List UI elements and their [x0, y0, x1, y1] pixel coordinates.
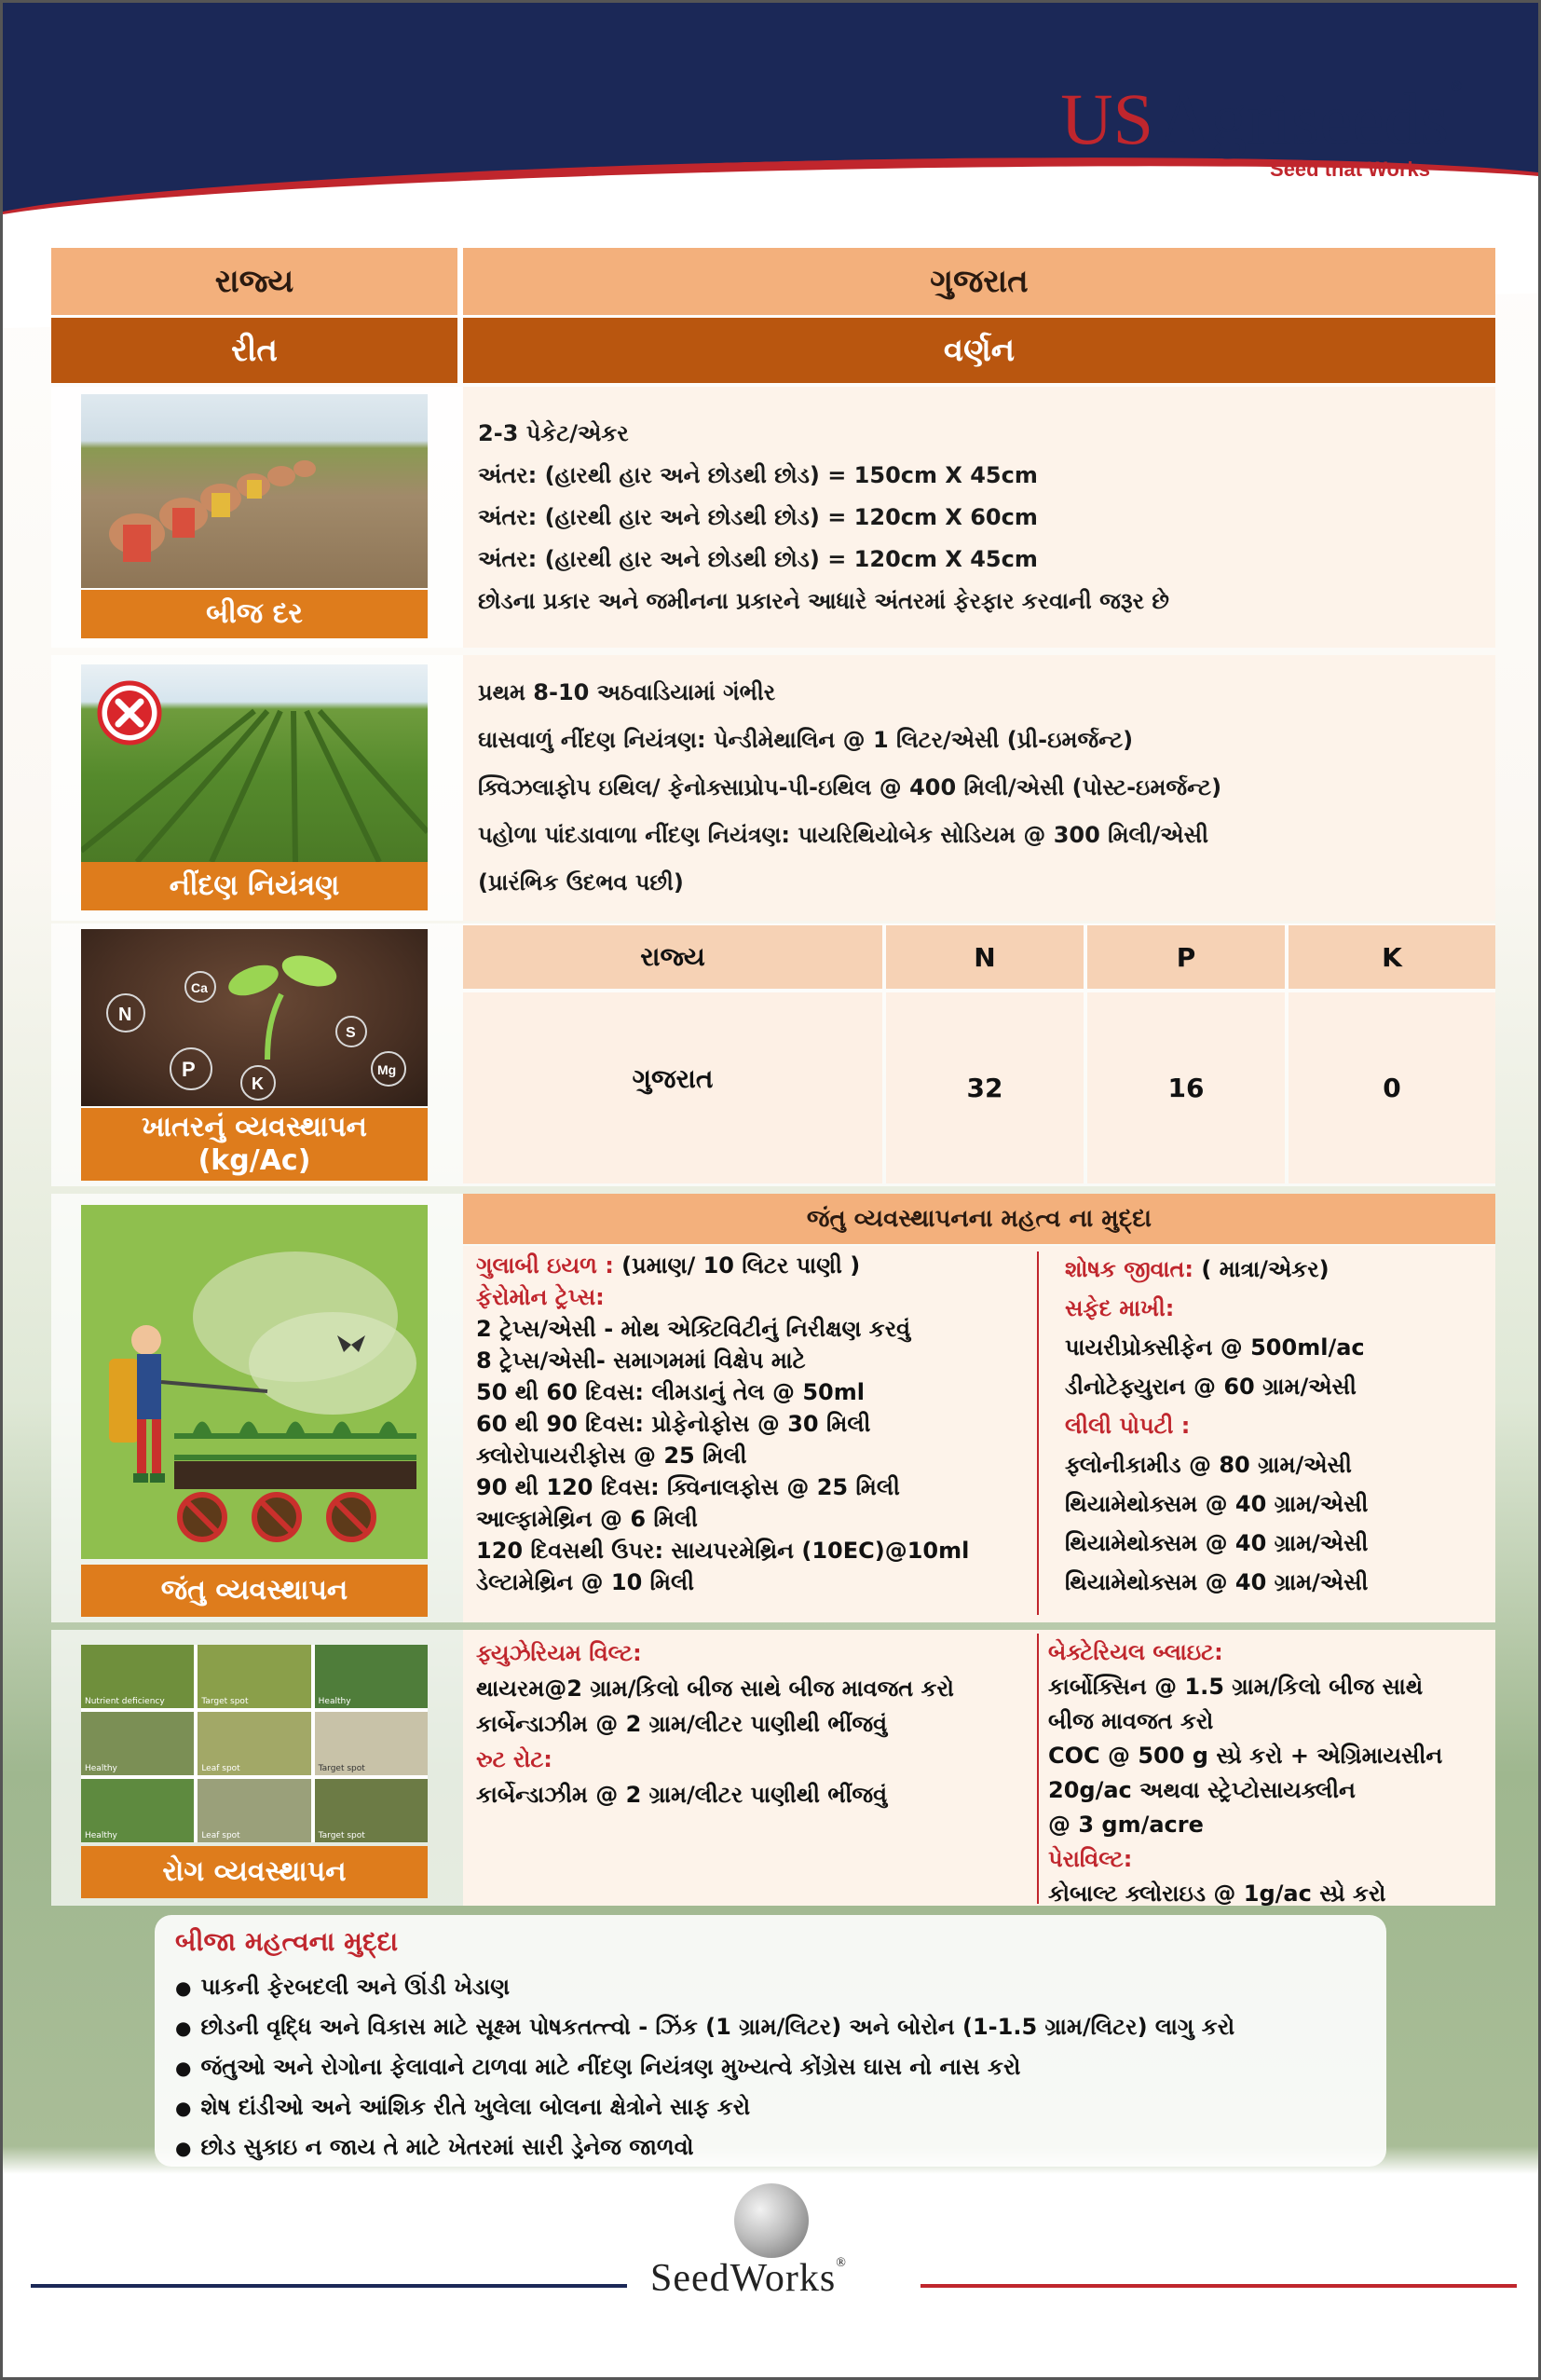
pheromone-traps-heading: ફેરોમોન ટ્રેપ્સ: — [476, 1284, 605, 1310]
disease-right-line: કાર્બોક્સિન @ 1.5 ગ્રામ/કિલો બીજ સાથે — [1048, 1674, 1424, 1700]
weed-control-line: ક્વિઝલાફોપ ઇથિલ/ ફેનોક્સાપ્રોપ-પી-ઇથિલ @ 400 મિલી/એસી (પોસ્ટ-ઇમર્જન્ટ) — [478, 774, 1222, 800]
parawilt-heading: પેરાવિલ્ટ: — [1048, 1846, 1133, 1872]
seed-rate-line: અંતર: (હારથી હાર અને છોડથી છોડ) = 150cm X 45cm — [478, 462, 1038, 488]
npk-header-k: K — [1289, 925, 1495, 989]
disease-label: રોગ વ્યવસ્થાપન — [81, 1846, 428, 1898]
pest-right-line: પાયરીપ્રોક્સીફેન @ 500ml/ac — [1065, 1334, 1365, 1361]
nutrient-mg-letter: Mg — [377, 1062, 397, 1077]
list-item: ● શેષ દાંડીઓ અને આંશિક રીતે ખુલેલા બોલના ક્ષેત્રોને સાફ કરો — [175, 2087, 1234, 2127]
seed-rate-line: અંતર: (હારથી હાર અને છોડથી છોડ) = 120cm X 45cm — [478, 546, 1038, 572]
npk-value-n: 32 — [886, 992, 1084, 1183]
pest-right-line: થિયામેથોક્સમ @ 40 ગ્રામ/એસી — [1065, 1569, 1369, 1595]
pest-photo — [81, 1205, 428, 1559]
pest-right-line: થિયામેથોક્સમ @ 40 ગ્રામ/એસી — [1065, 1530, 1369, 1556]
root-rot-heading: રુટ રોટ: — [476, 1746, 552, 1772]
seedworks-wordmark — [650, 2256, 847, 2301]
bacterial-blight-heading: બેક્ટેરિયલ બ્લાઇટ: — [1048, 1639, 1223, 1665]
disease-right-column — [1048, 1635, 1442, 1911]
seedworks-logo-icon — [734, 2183, 809, 2258]
seed-rate-description — [478, 413, 1169, 622]
pest-left-heading: ગુલાબી ઇયળ : — [476, 1252, 614, 1279]
farmers-sowing-illustration — [81, 394, 428, 588]
nutrient-n-letter: N — [118, 1005, 132, 1025]
pest-left-line: 8 ટ્રેપ્સ/એસી- સમાગમમાં વિક્ષેપ માટે — [476, 1347, 806, 1374]
pest-left-line: 90 થી 120 દિવસ: ક્વિનાલફોસ @ 25 મિલી — [476, 1474, 900, 1500]
leaf-tile: Healthy — [81, 1779, 194, 1842]
npk-value-state: ગુજરાત — [463, 992, 882, 1183]
npk-value-k: 0 — [1289, 992, 1495, 1183]
pest-right-heading-rest: ( માત્રા/એકર) — [1193, 1256, 1330, 1282]
pest-left-line: ડેલ્ટામેથ્રિન @ 10 મિલી — [476, 1569, 695, 1595]
jassid-heading: લીલી પોપટી : — [1065, 1413, 1191, 1439]
seed-rate-label: બીજ દર — [81, 590, 428, 638]
pest-label: જંતુ વ્યવસ્થાપન — [81, 1565, 428, 1617]
seed-rate-line: 2-3 પેકેટ/એકર — [478, 420, 629, 446]
seed-rate-line: અંતર: (હારથી હાર અને છોડથી છોડ) = 120cm X 60cm — [478, 504, 1038, 530]
list-item: ● છોડની વૃદ્ધિ અને વિકાસ માટે સૂક્ષ્મ પોષકતત્ત્વો - ઝિંક (1 ગ્રામ/લિટર) અને બોરોન (1-1.5 ગ્રામ/લિટર) લાગુ કરો — [175, 2007, 1234, 2047]
nutrient-k-letter: K — [252, 1074, 264, 1093]
disease-photo — [81, 1645, 428, 1842]
disease-right-line: કોબાલ્ટ ક્લોરાઇડ @ 1g/ac સ્પ્રે કરો — [1048, 1881, 1386, 1907]
weed-control-line: ઘાસવાળું નીંદણ નિયંત્રણ: પેન્ડીમેથાલિન @ 1 લિટર/એસી (પ્રી-ઇમર્જન્ટ) — [478, 727, 1134, 753]
footer-line-right — [921, 2284, 1517, 2288]
weed-control-line: પ્રથમ 8-10 અઠવાડિયામાં ગંભીર — [478, 679, 776, 705]
leaf-tile: Target spot — [315, 1712, 428, 1775]
pest-right-heading: શોષક જીવાત: — [1065, 1256, 1194, 1282]
disease-right-line: COC @ 500 g સ્પ્રે કરો + એગ્રિમાયસીન — [1048, 1743, 1443, 1769]
weed-control-photo — [81, 664, 428, 862]
pest-left-heading-rest: (પ્રમાણ/ 10 લિટર પાણી ) — [613, 1252, 861, 1279]
pest-left-line: 120 દિવસથી ઉપર: સાયપરમેથ્રિન (10EC)@10ml — [476, 1538, 970, 1564]
fertilizer-label-line2: (kg/Ac) — [198, 1144, 311, 1177]
leaf-tile: Leaf spot — [198, 1712, 310, 1775]
list-item: ● જંતુઓ અને રોગોના ફેલાવાને ટાળવા માટે નીંદણ નિયંત્રણ મુખ્યત્વે કોંગ્રેસ ઘાસ નો નાસ કરો — [175, 2047, 1234, 2087]
seed-rate-photo — [81, 394, 428, 588]
brand-us: US — [1060, 78, 1153, 159]
other-points-title: બીજા મહત્વના મુદ્દા — [175, 1926, 399, 1957]
pest-left-line: 50 થી 60 દિવસ: લીમડાનું તેલ @ 50ml — [476, 1379, 865, 1405]
cotton-field-illustration — [81, 664, 428, 862]
pest-right-line: ડીનોટેફ્યુરાન @ 60 ગ્રામ/એસી — [1065, 1374, 1357, 1400]
weed-control-label: નીંદણ નિયંત્રણ — [81, 862, 428, 910]
leaf-grid — [81, 1645, 428, 1842]
state-label-cell: રાજ્ય — [51, 248, 457, 315]
disease-left-line: કાર્બેન્ડાઝીમ @ 2 ગ્રામ/લીટર પાણીથી ભીંજવું — [476, 1711, 888, 1737]
disease-right-line: @ 3 gm/acre — [1048, 1812, 1204, 1838]
weed-control-line: પહોળા પાંદડાવાળા નીંદણ નિયંત્રણ: પાયરિથિયોબેક સોડિયમ @ 300 મિલી/એસી — [478, 822, 1208, 848]
pest-divider — [1037, 1252, 1039, 1615]
whitefly-heading: સફેદ માખી: — [1065, 1295, 1175, 1321]
brand-logo — [1060, 77, 1464, 182]
state-value-cell: ગુજરાત — [463, 248, 1495, 315]
seedworks-name: SeedWorks — [650, 2257, 837, 2300]
disease-left-column — [476, 1635, 954, 1812]
list-item: ● પાકની ફેરબદલી અને ઊંડી ખેડાણ — [175, 1967, 1234, 2007]
footer-line-left — [31, 2284, 627, 2288]
other-points-list — [175, 1967, 1234, 2168]
disease-right-line: બીજ માવજત કરો — [1048, 1708, 1214, 1734]
list-item: ● છોડ સુકાઇ ન જાય તે માટે ખેતરમાં સારી ડ્રેનેજ જાળવો — [175, 2127, 1234, 2168]
pest-left-column — [476, 1250, 969, 1598]
pest-left-line: 2 ટ્રેપ્સ/એસી - મોથ એક્ટિવિટીનું નિરીક્ષણ કરવું — [476, 1316, 911, 1342]
leaf-tile: Nutrient deficiency — [81, 1645, 194, 1708]
seedling-soil-illustration — [81, 929, 428, 1106]
fertilizer-label-line1: ખાતરનું વ્યવસ્થાપન — [141, 1111, 367, 1143]
other-points-box — [155, 1915, 1386, 2167]
fertilizer-label — [81, 1108, 428, 1181]
pest-right-line: ફ્લોનીકામીડ @ 80 ગ્રામ/એસી — [1065, 1452, 1352, 1478]
pest-right-column — [1065, 1250, 1368, 1602]
leaf-tile: Leaf spot — [198, 1779, 310, 1842]
pest-right-line: થિયામેથોક્સમ @ 40 ગ્રામ/એસી — [1065, 1491, 1369, 1517]
nutrient-p-letter: P — [182, 1058, 196, 1081]
cross-icon — [100, 683, 159, 743]
disease-divider — [1037, 1634, 1039, 1904]
npk-value-p: 16 — [1087, 992, 1285, 1183]
method-header: રીત — [51, 318, 457, 383]
brand-reg: ® — [1449, 77, 1464, 95]
leaf-tile: Target spot — [315, 1779, 428, 1842]
leaf-tile: Healthy — [315, 1645, 428, 1708]
brand-tagline: Seed that Works — [1270, 157, 1430, 181]
npk-header-state: રાજ્ય — [463, 925, 882, 989]
brand-name: Agriseeds — [1158, 78, 1449, 159]
disease-left-line: કાર્બેન્ડાઝીમ @ 2 ગ્રામ/લીટર પાણીથી ભીંજવું — [476, 1782, 888, 1808]
leaf-tile: Target spot — [198, 1645, 310, 1708]
npk-header-n: N — [886, 925, 1084, 989]
seedworks-reg: ® — [836, 2256, 847, 2270]
npk-header-p: P — [1087, 925, 1285, 989]
fusarium-wilt-heading: ફ્યુઝેરિયમ વિલ્ટ: — [476, 1640, 642, 1666]
pest-title: જંતુ વ્યવસ્થાપનના મહત્વ ના મુદ્દા — [463, 1194, 1495, 1244]
weed-control-line: (પ્રારંભિક ઉદભવ પછી) — [478, 869, 684, 896]
fertilizer-photo — [81, 929, 428, 1106]
farmer-spraying-illustration — [81, 1205, 428, 1559]
pest-left-line: ક્લોરોપાયરીફોસ @ 25 મિલી — [476, 1443, 747, 1469]
pest-left-line: 60 થી 90 દિવસ: પ્રોફેનોફોસ @ 30 મિલી — [476, 1411, 871, 1437]
nutrient-s-letter: S — [346, 1025, 356, 1041]
seed-rate-line: છોડના પ્રકાર અને જમીનના પ્રકારને આધારે અંતરમાં ફેરફાર કરવાની જરૂર છે — [478, 588, 1169, 614]
pest-left-line: આલ્ફામેથ્રિન @ 6 મિલી — [476, 1506, 698, 1532]
leaf-tile: Healthy — [81, 1712, 194, 1775]
disease-right-line: 20g/ac અથવા સ્ટ્રેપ્ટોસાયક્લીન — [1048, 1777, 1356, 1803]
nutrient-ca-letter: Ca — [191, 980, 208, 995]
description-header: વર્ણન — [463, 318, 1495, 383]
weed-control-description — [478, 669, 1221, 907]
no-pest-icons — [180, 1495, 374, 1539]
disease-left-line: થાયરમ@2 ગ્રામ/કિલો બીજ સાથે બીજ માવજત કરો — [476, 1676, 954, 1702]
